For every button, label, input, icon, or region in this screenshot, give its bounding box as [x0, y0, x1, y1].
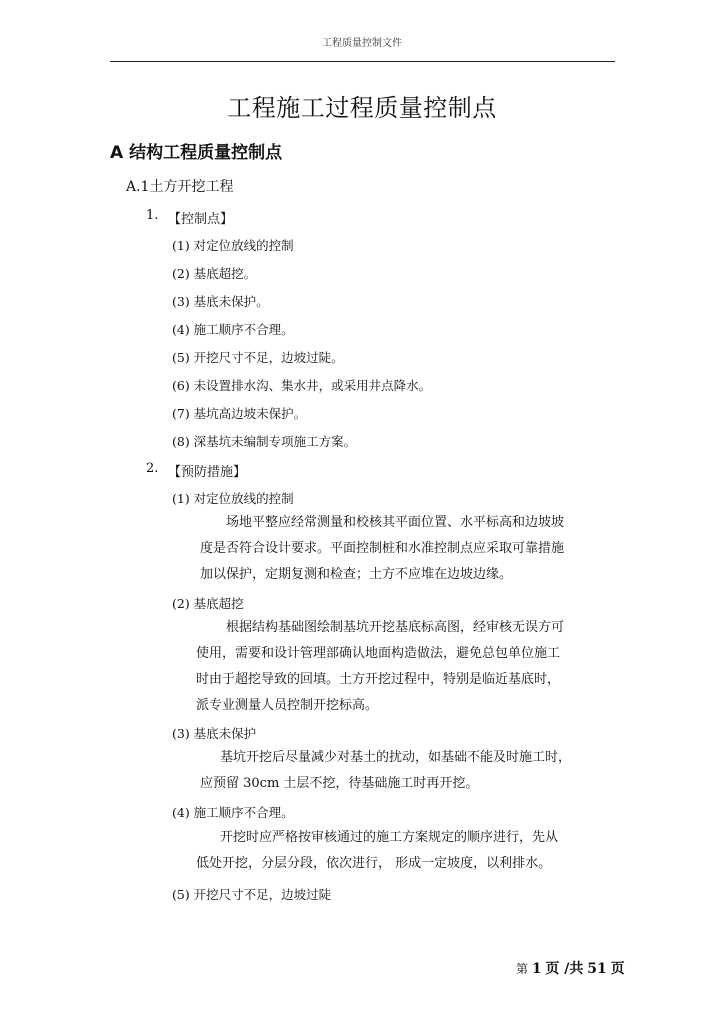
measure-line: 低处开挖，分层分段，依次进行， 形成一定坡度，以利排水。 [196, 856, 552, 871]
page-mid: 页 /共 [545, 961, 584, 977]
part1-heading: 【控制点】 [168, 212, 234, 227]
total-pages: 51 [587, 961, 607, 977]
control-point-item: (8) 深基坑未编制专项施工方案。 [172, 434, 357, 449]
running-header: 工程质量控制文件 [322, 38, 402, 49]
measure-title: (2) 基底超挖 [172, 596, 244, 611]
subsection-heading: A.1土方开挖工程 [126, 179, 234, 195]
measure-line: 使用，需要和设计管理部确认地面构造做法，避免总包单位施工 [196, 646, 561, 661]
part1-label: 1. [146, 208, 159, 223]
control-point-item: (1) 对定位放线的控制 [172, 238, 294, 253]
measure-line: 时由于超挖导致的回填。土方开挖过程中，特别是临近基底时， [196, 672, 561, 687]
measure-line: 根据结构基础图绘制基坑开挖基底标高图，经审核无误方可 [226, 620, 565, 635]
measure-title: (4) 施工顺序不合理。 [172, 805, 294, 820]
document-title: 工程施工过程质量控制点 [227, 94, 497, 122]
measure-title: (5) 开挖尺寸不足，边坡过陡 [172, 887, 332, 902]
section-heading: A 结构工程质量控制点 [110, 143, 283, 163]
measure-line: 度是否符合设计要求。平面控制桩和水准控制点应采取可靠措施 [200, 541, 565, 556]
measure-line: 派专业测量人员控制开挖标高。 [196, 698, 379, 713]
control-point-item: (5) 开挖尺寸不足，边坡过陡。 [172, 350, 344, 365]
measure-line: 加以保护，定期复测和检查；土方不应堆在边坡边缘。 [200, 567, 513, 582]
control-point-item: (4) 施工顺序不合理。 [172, 322, 294, 337]
measure-line: 场地平整应经常测量和校核其平面位置、水平标高和边坡坡 [226, 515, 565, 530]
header-rule [110, 61, 615, 62]
measure-line: 基坑开挖后尽量减少对基土的扰动，如基础不能及时施工时， [220, 750, 572, 765]
part2-label: 2. [146, 461, 159, 476]
current-page: 1 [531, 961, 542, 977]
measure-line: 开挖时应严格按审核通过的施工方案规定的顺序进行，先从 [220, 830, 559, 845]
measure-line: 应预留 30cm 土层不挖，待基础施工时再开挖。 [200, 776, 479, 791]
control-point-item: (2) 基底超挖。 [172, 266, 257, 281]
control-point-item: (6) 未设置排水沟、集水井，或采用井点降水。 [172, 378, 432, 393]
page-prefix: 第 [516, 962, 529, 976]
page-number [516, 958, 625, 978]
control-point-item: (3) 基底未保护。 [172, 294, 269, 309]
part2-heading: 【预防措施】 [168, 465, 247, 480]
page-suffix: 页 [610, 961, 625, 977]
measure-title: (3) 基底未保护 [172, 726, 257, 741]
control-point-item: (7) 基坑高边坡未保护。 [172, 406, 307, 421]
measure-title: (1) 对定位放线的控制 [172, 491, 294, 506]
